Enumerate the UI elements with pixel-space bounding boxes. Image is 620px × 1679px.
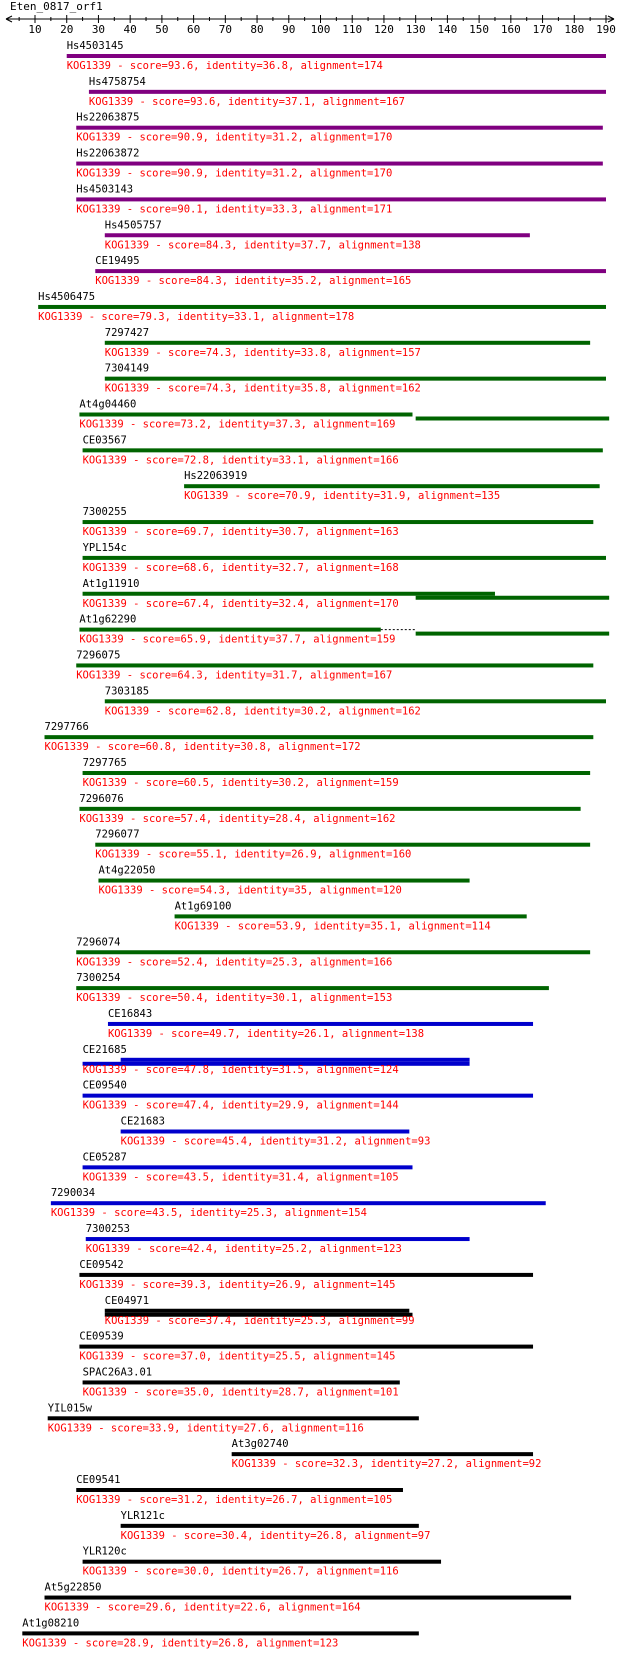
- hit-row[interactable]: [89, 76, 606, 108]
- hit-detail: KOG1339 - score=54.3, identity=35, alignment=120: [98, 884, 402, 897]
- hit-name[interactable]: Hs4505757: [104, 219, 162, 232]
- hit-alignment-bar: [232, 1452, 533, 1456]
- hit-name[interactable]: At3g02740: [231, 1438, 289, 1451]
- hit-detail: KOG1339 - score=90.9, identity=31.2, alignment=170: [76, 167, 393, 180]
- ruler-tick-label: 130: [405, 23, 426, 36]
- hit-alignment-bar: [416, 417, 610, 421]
- hit-row[interactable]: [22, 1617, 419, 1649]
- hit-name[interactable]: YLR120c: [82, 1545, 127, 1558]
- hit-row[interactable]: [67, 40, 606, 72]
- hit-detail: KOG1339 - score=60.5, identity=30.2, alignment=159: [82, 777, 399, 789]
- hit-name[interactable]: At4g22050: [98, 864, 156, 877]
- hit-row[interactable]: [121, 1510, 431, 1542]
- hit-row[interactable]: [83, 1044, 470, 1076]
- ruler-tick-label: 80: [250, 23, 264, 36]
- hit-name[interactable]: CE09540: [82, 1079, 127, 1092]
- hit-alignment-bar: [89, 90, 606, 94]
- hit-detail: KOG1339 - score=55.1, identity=26.9, alignment=160: [95, 848, 412, 861]
- hit-row[interactable]: [121, 1116, 431, 1148]
- hit-detail: KOG1339 - score=74.3, identity=35.8, alignment=162: [104, 382, 421, 395]
- hit-alignment-bar: [76, 986, 549, 990]
- hit-alignment-bar: [86, 1237, 470, 1241]
- hit-name[interactable]: Hs22063875: [76, 111, 140, 124]
- hit-row[interactable]: [105, 363, 606, 395]
- hit-detail: KOG1339 - score=30.4, identity=26.8, alignment=97: [120, 1529, 431, 1542]
- hit-detail: KOG1339 - score=84.3, identity=35.2, alignment=165: [95, 275, 412, 288]
- hit-detail: KOG1339 - score=42.4, identity=25.2, alignment=123: [85, 1243, 402, 1256]
- hit-detail: KOG1339 - score=28.9, identity=26.8, alignment=123: [22, 1637, 339, 1650]
- hit-name[interactable]: YLR121c: [120, 1509, 165, 1522]
- hit-name[interactable]: 7300253: [85, 1223, 131, 1236]
- hit-alignment-bar: [76, 1488, 403, 1492]
- ruler-tick-label: 110: [342, 23, 363, 36]
- hit-name[interactable]: Hs4506475: [38, 290, 96, 303]
- ruler-tick-label: 170: [532, 23, 553, 36]
- hit-name[interactable]: 7296074: [76, 936, 121, 949]
- hit-alignment-bar: [48, 1416, 419, 1420]
- hit-name[interactable]: At4g04460: [79, 398, 137, 411]
- hit-row[interactable]: [48, 1402, 419, 1434]
- hit-detail: KOG1339 - score=64.3, identity=31.7, alignment=167: [76, 669, 393, 682]
- hit-row[interactable]: [76, 183, 606, 215]
- hit-alignment-bar: [95, 843, 590, 847]
- hit-detail: KOG1339 - score=68.6, identity=32.7, alignment=168: [82, 561, 399, 574]
- hit-name[interactable]: 7296076: [79, 792, 124, 805]
- hit-row[interactable]: [184, 470, 600, 502]
- hit-detail: KOG1339 - score=50.4, identity=30.1, alignment=153: [76, 992, 393, 1005]
- hit-detail: KOG1339 - score=90.1, identity=33.3, alignment=171: [76, 203, 393, 216]
- hit-alignment-bar: [83, 1094, 533, 1098]
- hit-name[interactable]: 7296077: [95, 828, 140, 841]
- hit-name[interactable]: 7300255: [82, 506, 127, 519]
- hit-alignment-bar: [184, 484, 600, 488]
- hit-row[interactable]: [79, 614, 609, 646]
- ruler-tick-label: 10: [28, 23, 42, 36]
- hit-name[interactable]: YPL154c: [82, 541, 127, 554]
- hit-row[interactable]: [45, 721, 594, 753]
- hit-name[interactable]: Hs22063919: [184, 470, 248, 483]
- hit-name[interactable]: CE21683: [120, 1115, 165, 1128]
- hit-row[interactable]: [105, 219, 530, 251]
- hit-alignment-bar: [98, 879, 469, 883]
- hit-detail: KOG1339 - score=35.0, identity=28.7, alignment=101: [82, 1386, 399, 1399]
- hit-detail: KOG1339 - score=67.4, identity=32.4, alignment=170: [82, 597, 399, 610]
- hit-row[interactable]: [83, 757, 591, 789]
- hit-name[interactable]: 7303185: [104, 685, 150, 698]
- hit-alignment-bar: [76, 162, 603, 166]
- hit-row[interactable]: [76, 649, 593, 681]
- hit-name[interactable]: At1g69100: [174, 900, 232, 913]
- hit-name[interactable]: CE03567: [82, 434, 127, 447]
- ruler-tick-label: 40: [123, 23, 137, 36]
- hit-row[interactable]: [83, 578, 610, 610]
- hit-alignment-bar: [51, 1201, 546, 1205]
- hit-name[interactable]: Hs22063872: [76, 147, 140, 160]
- hit-name[interactable]: CE05287: [82, 1151, 127, 1164]
- hit-detail: KOG1339 - score=52.4, identity=25.3, alignment=166: [76, 956, 393, 969]
- hit-name[interactable]: CE21685: [82, 1043, 127, 1056]
- hit-alignment-bar: [121, 1524, 419, 1528]
- hit-alignment-bar: [105, 233, 530, 237]
- hit-detail: KOG1339 - score=90.9, identity=31.2, alignment=170: [76, 131, 393, 144]
- hit-row[interactable]: [79, 1331, 533, 1363]
- hit-detail: KOG1339 - score=47.4, identity=29.9, alignment=144: [82, 1099, 399, 1112]
- hit-name[interactable]: At1g11910: [82, 577, 140, 590]
- hit-alignment-bar: [83, 448, 603, 452]
- hit-row[interactable]: [76, 972, 549, 1004]
- hit-alignment-bar: [76, 126, 603, 130]
- hit-name[interactable]: YIL015w: [47, 1402, 92, 1415]
- hit-detail: KOG1339 - score=57.4, identity=28.4, alignment=162: [79, 812, 396, 825]
- hit-alignment-bar: [76, 663, 593, 667]
- hit-row[interactable]: [83, 1151, 413, 1183]
- hit-row[interactable]: [45, 1582, 572, 1614]
- hit-row[interactable]: [86, 1223, 470, 1255]
- hit-row[interactable]: [83, 1366, 400, 1398]
- hit-detail: KOG1339 - score=30.0, identity=26.7, alignment=116: [82, 1565, 399, 1578]
- hit-name[interactable]: 7297427: [104, 326, 150, 339]
- hit-row[interactable]: [83, 542, 606, 574]
- hit-detail: KOG1339 - score=62.8, identity=30.2, alignment=162: [104, 705, 421, 718]
- hit-row[interactable]: [76, 1474, 403, 1506]
- hit-alignment-bar: [105, 377, 606, 381]
- hit-detail: KOG1339 - score=93.6, identity=37.1, alignment=167: [88, 95, 406, 108]
- hit-detail: KOG1339 - score=53.9, identity=35.1, alignment=114: [174, 920, 491, 933]
- hit-name[interactable]: At5g22850: [44, 1581, 102, 1594]
- hit-detail: KOG1339 - score=33.9, identity=27.6, alignment=116: [47, 1422, 364, 1435]
- ruler-tick-label: 190: [596, 23, 616, 36]
- hit-detail: KOG1339 - score=74.3, identity=33.8, alignment=157: [104, 346, 421, 359]
- hit-row[interactable]: [76, 936, 590, 968]
- hit-name[interactable]: CE04971: [104, 1294, 150, 1307]
- hit-detail: KOG1339 - score=65.9, identity=37.7, alignment=159: [79, 633, 396, 646]
- ruler-tick-label: 150: [469, 23, 490, 36]
- hit-name[interactable]: Hs4758754: [88, 75, 146, 88]
- hit-alignment-bar: [121, 1058, 470, 1062]
- hit-detail: KOG1339 - score=32.3, identity=27.2, alignment=92: [231, 1458, 542, 1471]
- query-name: Eten_0817_orf1: [10, 0, 103, 13]
- hit-row[interactable]: [105, 685, 606, 717]
- ruler-tick-label: 30: [91, 23, 106, 36]
- hit-detail: KOG1339 - score=60.8, identity=30.8, alignment=172: [44, 741, 361, 754]
- ruler-tick-label: 140: [437, 23, 458, 36]
- ruler-tick-label: 90: [282, 23, 296, 36]
- hit-name[interactable]: CE19495: [95, 255, 140, 268]
- ruler-tick-label: 50: [155, 23, 169, 36]
- hit-detail: KOG1339 - score=43.5, identity=25.3, alignment=154: [50, 1207, 367, 1220]
- hit-row[interactable]: [83, 506, 594, 538]
- hit-detail: KOG1339 - score=93.6, identity=36.8, alignment=174: [66, 60, 383, 72]
- hit-row[interactable]: [38, 291, 606, 323]
- hit-name[interactable]: At1g62290: [79, 613, 137, 626]
- ruler-tick-label: 100: [310, 23, 331, 36]
- hit-row[interactable]: [76, 112, 603, 144]
- ruler-tick-label: 60: [186, 23, 201, 36]
- hit-alignment-bar: [95, 269, 606, 273]
- hit-row[interactable]: [98, 865, 469, 897]
- hit-alignment-bar: [38, 305, 606, 309]
- hit-alignment-bar: [121, 1130, 410, 1134]
- hit-alignment-bar: [67, 54, 606, 58]
- hit-detail: KOG1339 - score=31.2, identity=26.7, alignment=105: [76, 1494, 393, 1506]
- hit-row[interactable]: [51, 1187, 546, 1219]
- hit-name[interactable]: CE09541: [76, 1474, 121, 1486]
- hit-alignment-bar: [76, 197, 606, 201]
- position-ruler: [6, 15, 616, 36]
- hit-alignment-bar: [105, 1309, 410, 1313]
- hit-name[interactable]: Hs4503143: [76, 183, 134, 196]
- hit-name[interactable]: CE09539: [79, 1330, 124, 1343]
- hit-alignment-bar: [105, 699, 606, 703]
- hit-alignment-bar: [79, 807, 580, 811]
- hit-alignment-bar: [416, 632, 610, 636]
- hit-alignment-bar: [416, 596, 610, 600]
- hit-alignment-bar: [79, 413, 412, 417]
- hit-alignment-bar: [108, 1022, 533, 1026]
- hit-detail: KOG1339 - score=39.3, identity=26.9, alignment=145: [79, 1278, 396, 1291]
- hit-alignment-bar: [22, 1631, 419, 1635]
- hit-name[interactable]: At1g08210: [22, 1617, 80, 1630]
- hit-row[interactable]: [108, 1008, 533, 1040]
- hit-name[interactable]: 7290034: [50, 1187, 96, 1200]
- hit-row[interactable]: [83, 1546, 441, 1578]
- hit-alignment-bar: [105, 341, 590, 345]
- hit-alignment-bar: [83, 1165, 413, 1169]
- hit-alignment-bar: [76, 950, 590, 954]
- hit-alignment-bar: [175, 914, 527, 918]
- hit-list: [22, 40, 609, 1649]
- hit-name[interactable]: SPAC26A3.01: [82, 1366, 153, 1379]
- hit-detail: KOG1339 - score=70.9, identity=31.9, alignment=135: [184, 490, 501, 503]
- hit-row[interactable]: [95, 829, 590, 861]
- hit-row[interactable]: [105, 1295, 415, 1327]
- hit-detail: KOG1339 - score=72.8, identity=33.1, alignment=166: [82, 454, 399, 467]
- hit-name[interactable]: 7304149: [104, 362, 150, 375]
- hit-alignment-bar: [45, 1596, 572, 1600]
- ruler-tick-label: 180: [564, 23, 585, 36]
- hit-row[interactable]: [232, 1438, 542, 1470]
- ruler-tick-label: 20: [60, 23, 74, 36]
- hit-row[interactable]: [79, 1259, 533, 1291]
- ruler-tick-label: 120: [374, 23, 394, 36]
- hit-alignment-bar: [83, 1560, 441, 1564]
- hit-alignment-bar: [83, 1380, 400, 1384]
- hit-name[interactable]: 7297766: [44, 721, 89, 734]
- hit-detail: KOG1339 - score=47.8, identity=31.5, alignment=124: [82, 1063, 399, 1076]
- hit-row[interactable]: [175, 900, 527, 932]
- hit-detail: KOG1339 - score=37.4, identity=25.3, alignment=99: [104, 1314, 415, 1327]
- hit-row[interactable]: [76, 148, 603, 180]
- hit-row[interactable]: [95, 255, 606, 287]
- hit-name[interactable]: CE16843: [107, 1007, 153, 1020]
- hit-name[interactable]: CE09542: [79, 1258, 124, 1271]
- hit-alignment-bar: [83, 771, 591, 775]
- hit-name[interactable]: 7296075: [76, 649, 121, 662]
- hit-alignment-bar: [79, 628, 380, 632]
- hit-detail: KOG1339 - score=37.0, identity=25.5, alignment=145: [79, 1350, 396, 1363]
- ruler-tick-label: 70: [218, 23, 232, 36]
- hit-row[interactable]: [83, 434, 603, 466]
- hit-alignment-bar: [79, 1273, 533, 1277]
- hit-alignment-bar: [45, 735, 594, 739]
- hit-row[interactable]: [83, 1080, 533, 1112]
- hit-alignment-bar: [83, 520, 594, 524]
- hit-row[interactable]: [105, 327, 590, 359]
- hit-detail: KOG1339 - score=84.3, identity=37.7, alignment=138: [104, 239, 421, 252]
- ruler-tick-label: 160: [500, 23, 521, 36]
- hit-row[interactable]: [79, 793, 580, 825]
- hit-detail: KOG1339 - score=69.7, identity=30.7, alignment=163: [82, 526, 399, 539]
- hit-detail: KOG1339 - score=79.3, identity=33.1, alignment=178: [38, 310, 355, 323]
- hit-detail: KOG1339 - score=45.4, identity=31.2, alignment=93: [120, 1135, 431, 1148]
- hit-row[interactable]: [79, 399, 609, 431]
- hit-alignment-bar: [83, 592, 495, 596]
- hit-detail: KOG1339 - score=49.7, identity=26.1, alignment=138: [107, 1027, 425, 1040]
- hit-alignment-bar: [83, 556, 606, 560]
- hit-name[interactable]: 7297765: [82, 757, 127, 769]
- hit-detail: KOG1339 - score=43.5, identity=31.4, alignment=105: [82, 1171, 399, 1184]
- hit-alignment-bar: [79, 1345, 533, 1349]
- hit-detail: KOG1339 - score=29.6, identity=22.6, alignment=164: [44, 1601, 361, 1614]
- hit-detail: KOG1339 - score=73.2, identity=37.3, alignment=169: [79, 418, 396, 431]
- hit-name[interactable]: 7300254: [76, 972, 121, 985]
- hit-name[interactable]: Hs4503145: [66, 40, 124, 52]
